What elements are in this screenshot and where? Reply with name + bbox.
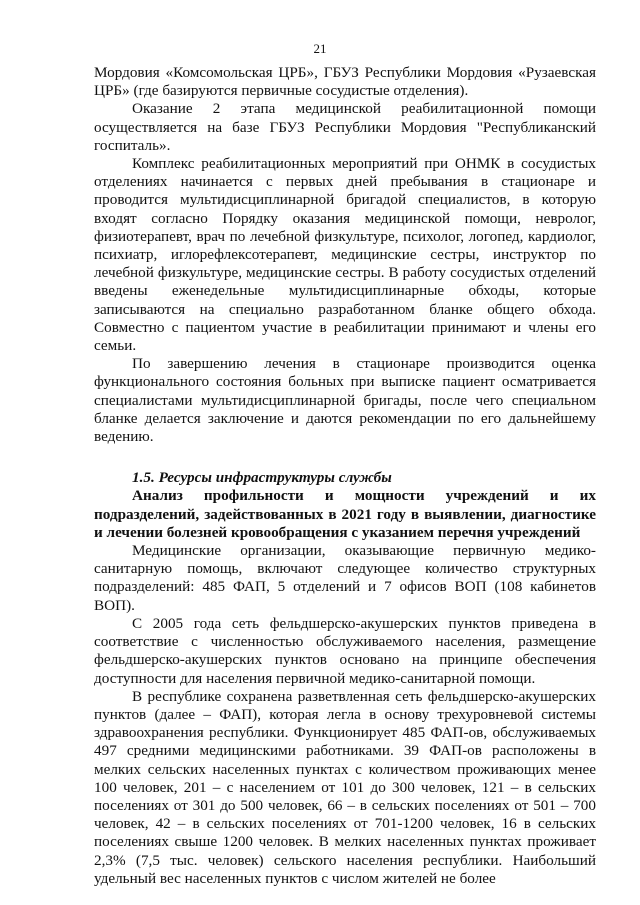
paragraph-4: По завершению лечения в стационаре производится оценка функционального состояния больных при выписке пациент осматривается специалистами мультидисциплинарной бригады, после чего специальном бланке делается заключение и даются рекомендации по его дальнейшему ведению. (94, 355, 596, 446)
paragraph-2: Оказание 2 этапа медицинской реабилитационной помощи осуществляется на базе ГБУЗ Республики Мордовия "Республиканский госпиталь». (94, 100, 596, 154)
paragraph-3: Комплекс реабилитационных мероприятий при ОНМК в сосудистых отделениях начинается с первых дней пребывания в стационаре и проводится мультидисциплинарной бригадой специалистов, в которую входят согласно Порядку оказания медицинской помощи, невролог, физиотерапевт, врач по лечебной физкультуре, психолог, логопед, кардиолог, психиатр, иглорефлексотерапевт, медицинские сестры, инструктор по лечебной физкультуре, медицинские сестры. В работу сосудистых отделений введены еженедельные мультидисциплинарные обходы, которые записываются на специально разработанном бланке общего обхода. Совместно с пациентом участие в реабилитации принимают и члены его семьи. (94, 155, 596, 355)
section-heading: 1.5. Ресурсы инфраструктуры службы (132, 469, 392, 487)
page-number: 21 (313, 41, 327, 56)
paragraph-1: Мордовия «Комсомольская ЦРБ», ГБУЗ Республики Мордовия «Рузаевская ЦРБ» (где базируются первичные сосудистые отделения). (94, 64, 596, 100)
paragraph-6: С 2005 года сеть фельдшерско-акушерских пунктов приведена в соответствие с численностью обслуживаемого населения, размещение фельдшерско-акушерских пунктов основано на принципе обеспечения доступности для населения первичной медико-санитарной помощи. (94, 614, 596, 687)
section-subheading: Анализ профильности и мощности учреждений и их подразделений, задействованных в 2021 году в выявлении, диагностике и лечении болезней кровообращения с указанием перечня учреждений (94, 487, 596, 541)
paragraph-5: Медицинские организации, оказывающие первичную медико-санитарную помощь, включают следующее количество структурных подразделений: 485 ФАП, 5 отделений и 7 офисов ВОП (108 кабинетов ВОП). (94, 542, 596, 614)
body-text (94, 64, 596, 888)
paragraph-7: В республике сохранена разветвленная сеть фельдшерско-акушерских пунктов (далее – ФАП), которая легла в основу трехуровневой системы здравоохранения республики. Функционирует 485 ФАП-ов, обслуживаемых 497 средними медицинскими работниками. 39 ФАП-ов расположены в мелких сельских населенных пунктах с количеством проживающих менее 100 человек, 201 – с населением от 101 до 300 человек, 121 – в сельских поселениях от 301 до 500 человек, 66 – в сельских поселениях от 501 – 700 человек, 42 – в сельских поселениях от 701-1200 человек, 16 в сельских поселениях свыше 1200 человек. В мелких населенных пунктах проживает 2,3% (7,5 тыс. человек) сельского населения республики. Наибольший удельный вес населенных пунктов с числом жителей не более (94, 687, 596, 887)
